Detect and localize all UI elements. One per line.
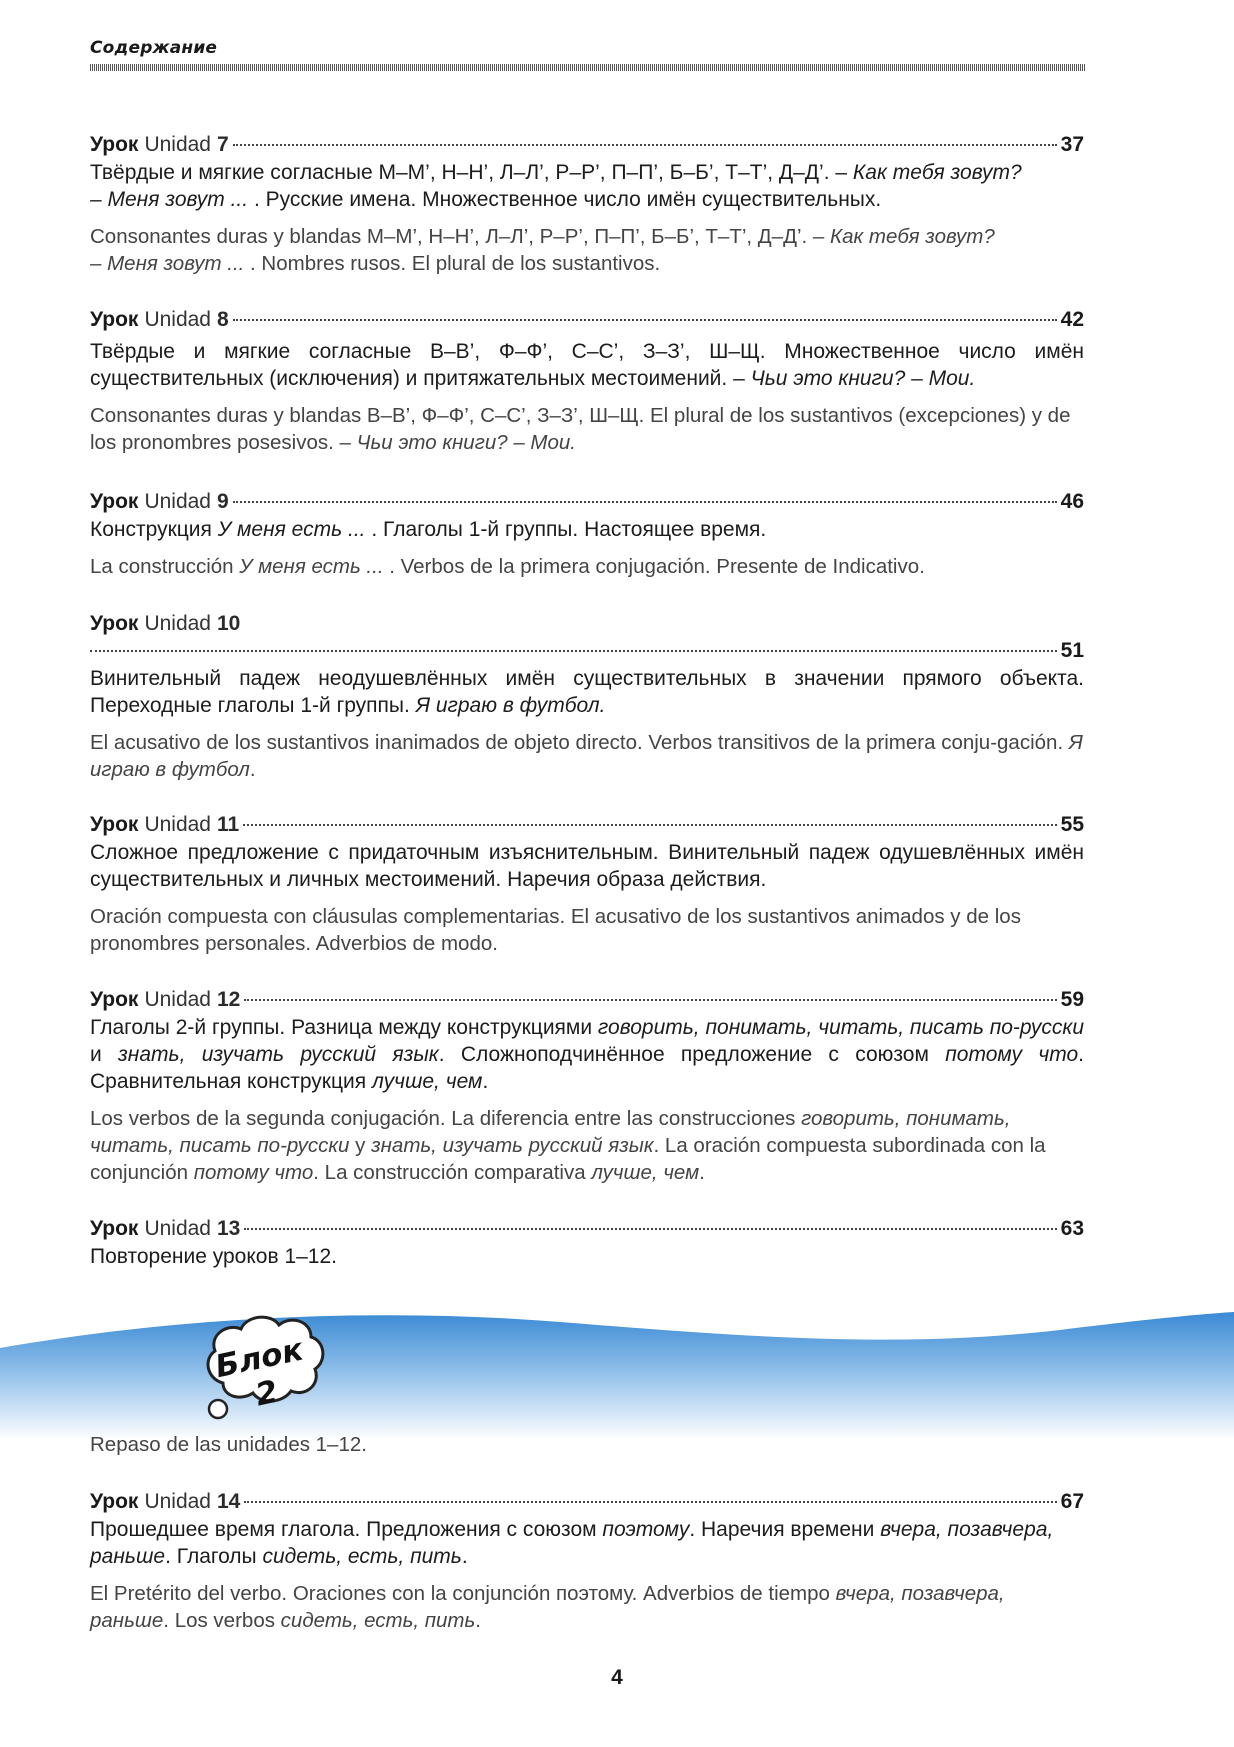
page-header [90,38,1086,71]
toc-entry-lesson-11 [90,811,1084,957]
text-run-italic: У меня есть ... [239,555,384,578]
text-run: . Русские имена. Множественное число имён существительных. [248,188,882,211]
text-run-italic: сидеть, есть, пить [280,1609,476,1632]
text-run-italic: говорить, понимать, читать, писать по-русски [597,1016,1084,1039]
dot-leader [90,650,1057,652]
toc-entry-lesson-12 [90,986,1084,1186]
text-run: . Глаголы [165,1545,263,1568]
text-run: . La oración compuesta subordinada con la conjunción [90,1134,1046,1184]
page-reference: 55 [1060,813,1084,836]
toc-entry-lesson-14 [90,1488,1084,1634]
lesson-description-ru [90,159,1084,213]
text-run-italic: знать, изучать русский язык [118,1043,439,1066]
lesson-description-es [90,553,1084,580]
toc-entry-heading [90,1215,1084,1242]
text-run: Los verbos de la segunda conjugación. La diferencia entre las construcciones [90,1107,802,1130]
text-run: . Сравнительная конструкция [90,1043,1084,1093]
toc-entry-heading [90,1488,1084,1515]
text-run: Твёрдые и мягкие согласные М–М’, Н–Н’, Л–Л’, Р–Р’, П–П’, Б–Б’, Т–Т’, Д–Д’. – [90,161,853,184]
text-run-italic: потому что [193,1161,314,1184]
dot-leader [233,501,1057,503]
text-run: y [349,1134,372,1157]
text-run: . La construcción comparativa [313,1161,592,1184]
lesson-description-ru [90,1014,1084,1095]
text-run: Consonantes duras y blandas М–М’, Н–Н’, Л–Л’, Р–Р’, П–П’, Б–Б’, Т–Т’, Д–Д’. – [90,225,831,248]
text-run: Конструкция [90,518,218,541]
page-reference: 67 [1060,1490,1084,1513]
text-run-italic: У меня есть ... [217,518,366,541]
lesson-label-ru: Урок [90,612,139,635]
text-run: Consonantes duras y blandas В–В’, Ф–Ф’, С–С’, З–З’, Ш–Щ. El plural de los sustantivos (excepciones) y de los pronombres posesivos. – [90,404,1071,454]
lesson-label-es: Unidad [144,133,211,156]
toc-entry-heading [90,488,1084,515]
lesson-description-es [90,729,1084,783]
text-run: . [461,1545,468,1568]
header-rule [90,64,1086,71]
dot-leader [244,1501,1056,1503]
text-run: El acusativo de los sustantivos inanimados de objeto directo. Verbos transitivos de la primera conju-gación. [90,731,1069,754]
lesson-description-ru [90,338,1084,392]
toc-entry-lesson-10 [90,610,1084,783]
text-run: . Los verbos [163,1609,281,1632]
text-run: . [482,1070,489,1093]
text-run-italic: Чьи это книги? – Мои. [750,367,976,390]
page-reference: 63 [1060,1217,1084,1240]
dot-leader [244,999,1056,1001]
text-run: . [249,758,256,781]
text-run-italic: – Меня зовут ... [90,252,245,275]
text-run-italic: Я играю в футбол [90,731,1083,781]
lesson-number: 12 [217,988,241,1011]
lesson-number: 14 [217,1490,241,1513]
page-reference: 46 [1060,490,1084,513]
block-description-es: Repaso de las unidades 1–12. [90,1433,367,1456]
text-run-italic: – Меня зовут ... [90,188,249,211]
dot-leader [244,1228,1056,1230]
text-run-italic: Как тебя зовут? [830,225,995,248]
text-run: и [90,1043,119,1066]
toc-entry-lesson-13 [90,1215,1084,1270]
lesson-description-es [90,223,1084,277]
dot-leader [233,319,1057,321]
lesson-label-es: Unidad [144,988,211,1011]
lesson-label-es: Unidad [144,1490,211,1513]
toc-entry-heading [90,131,1084,158]
lesson-description-ru [90,516,1084,543]
text-run-italic: поэтому [602,1518,690,1541]
lesson-label-es: Unidad [144,813,211,836]
lesson-description-ru: Повторение уроков 1–12. [90,1245,337,1268]
lesson-label-ru: Урок [90,1217,139,1240]
text-run-italic: Чьи это книги? – Мои. [356,431,576,454]
lesson-label-ru: Урок [90,988,139,1011]
lesson-number: 11 [217,813,240,836]
text-run-italic: вчера, позавчера, раньше [90,1518,1054,1568]
page-reference: 59 [1060,988,1084,1011]
lesson-description-es [90,1580,1084,1634]
lesson-label-ru: Урок [90,490,139,513]
lesson-description-es [90,1105,1084,1186]
text-run-italic: говорить, понимать, читать, писать по-русски [90,1107,1011,1157]
toc-entry-lesson-8 [90,306,1084,456]
toc-entry-leader-line [90,637,1084,664]
lesson-description-ru: Сложное предложение с придаточным изъяснительным. Винительный падеж одушевлённых имён существительных и личных местоимений. Наречия образа действия. [90,841,1084,891]
lesson-label-ru: Урок [90,1490,139,1513]
text-run-italic: Как тебя зовут? [852,161,1022,184]
lesson-description-es [90,402,1084,456]
text-run: . Verbos de la primera conjugación. Presente de Indicativo. [383,555,925,578]
page-reference: 42 [1060,308,1084,331]
lesson-label-es: Unidad [144,308,211,331]
text-run-italic: лучше, чем [591,1161,700,1184]
lesson-description-ru [90,1516,1084,1570]
text-run: . Nombres rusos. El plural de los sustantivos. [244,252,661,275]
block-wave-banner [0,1300,1234,1440]
lesson-number: 7 [217,133,229,156]
toc-entry-lesson-7 [90,131,1084,277]
toc-entry-heading [90,306,1084,333]
lesson-description-es: Oración compuesta con cláusulas complementarias. El acusativo de los sustantivos animados y de los pronombres personales. Adverbios de modo. [90,905,1021,955]
page-reference: 51 [1060,639,1084,662]
text-run: . Глаголы 1-й группы. Настоящее время. [365,518,767,541]
text-run: El Pretérito del verbo. Oraciones con la conjunción поэтому. Adverbios de tiempo [90,1582,836,1605]
text-run-italic: потому что [945,1043,1079,1066]
lesson-label-ru: Урок [90,308,139,331]
lesson-number: 8 [217,308,229,331]
lesson-label-es: Unidad [144,612,211,635]
lesson-label-es: Unidad [144,490,211,513]
dot-leader [233,144,1057,146]
lesson-number: 10 [217,612,241,635]
text-run: Глаголы 2-й группы. Разница между конструкциями [90,1016,598,1039]
text-run-italic: сидеть, есть, пить [262,1545,462,1568]
text-run: . Сложноподчинённое предложение с союзом [438,1043,946,1066]
page-title: Содержание [90,38,218,58]
text-run: Твёрдые и мягкие согласные В–В’, Ф–Ф’, С–С’, З–З’, Ш–Щ. Множественное число имён существительных (исключения) и притяжательных местоимений. – [90,340,1084,390]
dot-leader [243,824,1056,826]
toc-entry-heading [90,610,1084,637]
text-run-italic: Я играю в футбол. [415,694,606,717]
lesson-label-ru: Урок [90,133,139,156]
text-run: . Наречия времени [689,1518,881,1541]
page-reference: 37 [1060,133,1084,156]
text-run: La construcción [90,555,240,578]
lesson-label-es: Unidad [144,1217,211,1240]
text-run-italic: лучше, чем [371,1070,483,1093]
text-run: Прошедшее время глагола. Предложения с союзом [90,1518,603,1541]
lesson-number: 9 [217,490,229,513]
text-run-italic: вчера, позавчера, раньше [90,1582,1005,1632]
lesson-description-ru [90,665,1084,719]
text-run: . [699,1161,705,1184]
toc-entry-heading [90,811,1084,838]
text-run: Винительный падеж неодушевлённых имён существительных в значении прямого объекта. Переходные глаголы 1-й группы. [90,667,1084,717]
toc-entry-heading [90,986,1084,1013]
page-number: 4 [611,1666,623,1689]
lesson-label-ru: Урок [90,813,139,836]
text-run-italic: знать, изучать русский язык [371,1134,654,1157]
text-run: . [475,1609,481,1632]
toc-entry-lesson-9 [90,488,1084,580]
lesson-number: 13 [217,1217,241,1240]
block-label: Блок 2 [212,1331,307,1414]
